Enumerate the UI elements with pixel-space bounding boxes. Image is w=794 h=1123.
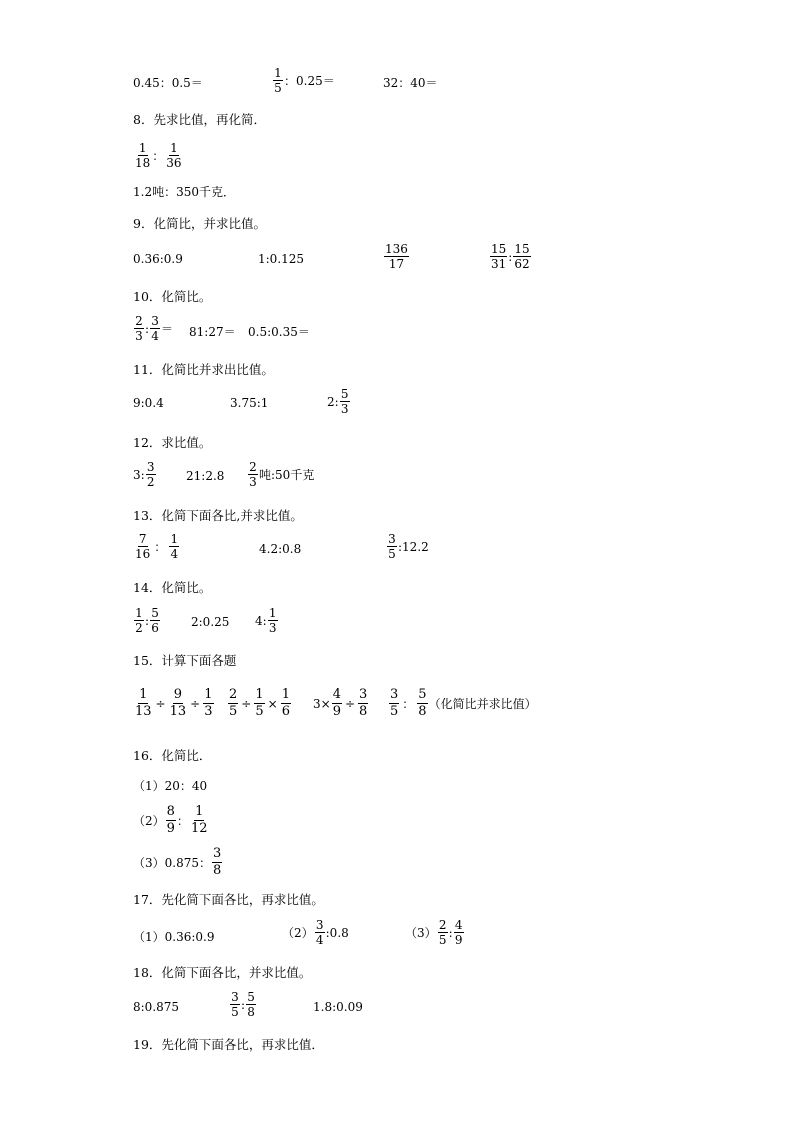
- question-15-expr-4: $\frac{3}{5}$ ： $\frac{5}{8}$ （化简比并求比值）: [390, 687, 537, 719]
- question-8-ratio: $\frac{1}{18}$ ： $\frac{1}{36}$: [135, 141, 182, 170]
- fraction: $\frac{1}{2}$: [135, 606, 143, 635]
- fraction: $\frac{2}{3}$: [249, 460, 257, 489]
- question-16-part-1: （1）20：40: [133, 779, 208, 793]
- question-17-title: 17．先化简下面各比，再求比值。: [133, 892, 324, 907]
- question-11-b: 3.75:1: [230, 396, 269, 410]
- question-12-title: 12．求比值。: [133, 435, 212, 450]
- question-19-title: 19．先化简下面各比，再求比值．: [133, 1037, 324, 1052]
- fraction: $\frac{1}{4}$: [170, 532, 179, 561]
- fraction: $\frac{3}{8}$: [213, 846, 222, 878]
- question-17-a: （1）0.36:0.9: [133, 930, 215, 944]
- fraction: $\frac{15}{31}$: [491, 242, 507, 271]
- fraction: $\frac{5}{8}$: [247, 990, 255, 1019]
- question-18-b: $\frac{3}{5}$ : $\frac{5}{8}$: [231, 990, 255, 1019]
- fraction: $\frac{3}{8}$: [359, 687, 368, 719]
- fraction: $\frac{8}{9}$: [166, 804, 175, 836]
- question-12-b: 21:2.8: [186, 469, 225, 483]
- question-11-c: 2: $\frac{5}{3}$: [327, 387, 349, 416]
- question-12-c: $\frac{2}{3}$ 吨:50千克: [249, 460, 315, 489]
- question-14-c: 4: $\frac{1}{3}$: [255, 606, 277, 635]
- question-12-a: 3: $\frac{3}{2}$: [133, 460, 155, 489]
- fraction: $\frac{136}{17}$: [385, 242, 408, 271]
- fraction: $\frac{3}{5}$: [231, 990, 239, 1019]
- question-9-c: [383, 242, 410, 271]
- fraction: $\frac{4}{9}$: [454, 918, 463, 947]
- fraction: $\frac{1}{5}$: [255, 687, 264, 719]
- question-10-title: 10．化简比。: [133, 289, 212, 304]
- question-8-title: 8．先求比值，再化简．: [133, 112, 266, 127]
- fraction: $\frac{15}{62}$: [514, 242, 530, 271]
- fraction: $\frac{5}{6}$: [151, 606, 159, 635]
- question-17-b: （2） $\frac{3}{4}$ :0.8: [282, 918, 349, 947]
- question-16-part-2: （2） $\frac{8}{9}$ ： $\frac{1}{12}$: [133, 804, 208, 836]
- fraction: $\frac{1}{3}$: [268, 606, 277, 635]
- question-10-b: 81:27＝: [189, 325, 236, 339]
- question-14-a: $\frac{1}{2}$ : $\frac{5}{6}$: [135, 606, 159, 635]
- fraction: $\frac{5}{3}$: [340, 387, 349, 416]
- question-9-a: 0.36:0.9: [133, 252, 183, 266]
- question-9-d: $\frac{15}{31}$ : $\frac{15}{62}$: [491, 242, 530, 271]
- fraction: $\frac{2}{5}$: [229, 687, 238, 719]
- question-15-expr-1: $\frac{1}{13}$ ÷ $\frac{9}{13}$ ÷ $\frac{1}{3}$: [135, 687, 213, 719]
- fraction: $\frac{4}{9}$: [332, 687, 341, 719]
- ratio-c: 32：40＝: [383, 76, 438, 90]
- fraction: $\frac{1}{12}$: [190, 804, 208, 836]
- question-8-line2: 1.2吨：350千克．: [133, 185, 235, 199]
- fraction: $\frac{1}{36}$: [166, 141, 182, 170]
- question-14-title: 14．化简比。: [133, 580, 212, 595]
- fraction: $\frac{3}{5}$: [388, 532, 396, 561]
- question-16-part-3: （3）0.875： $\frac{3}{8}$: [133, 846, 222, 878]
- question-9-b: 1:0.125: [258, 252, 305, 266]
- question-13-a: $\frac{7}{16}$ ： $\frac{1}{4}$: [135, 532, 179, 561]
- question-18-title: 18．化简下面各比，并求比值。: [133, 965, 312, 980]
- ratio-a: 0.45：0.5＝: [133, 76, 203, 90]
- question-13-title: 13．化简下面各比,并求比值。: [133, 508, 303, 523]
- fraction: $\frac{3}{4}$: [151, 314, 159, 343]
- question-10-a: $\frac{2}{3}$ : $\frac{3}{4}$ ＝: [135, 314, 174, 343]
- question-11-a: 9:0.4: [133, 396, 164, 410]
- ratio-b: $\frac{1}{5}$ ：0.25＝: [274, 66, 335, 95]
- fraction: $\frac{3}{5}$: [390, 687, 399, 719]
- question-15-title: 15．计算下面各题: [133, 653, 237, 668]
- question-15-expr-2: $\frac{2}{5}$ ÷ $\frac{1}{5}$ × $\frac{1}{6}$: [229, 687, 290, 719]
- question-11-title: 11．化简比并求出比值。: [133, 362, 274, 377]
- question-9-title: 9．化简比，并求比值。: [133, 216, 266, 231]
- fraction: $\frac{1}{5}$: [274, 66, 282, 95]
- question-13-c: $\frac{3}{5}$ :12.2: [388, 532, 429, 561]
- question-16-title: 16．化简比．: [133, 748, 212, 763]
- fraction: $\frac{2}{3}$: [135, 314, 143, 343]
- fraction: $\frac{2}{5}$: [438, 918, 447, 947]
- fraction: $\frac{1}{3}$: [204, 687, 213, 719]
- fraction: $\frac{9}{13}$: [169, 687, 187, 719]
- question-18-c: 1.8:0.09: [313, 1000, 363, 1014]
- fraction: $\frac{7}{16}$: [135, 532, 151, 561]
- fraction: $\frac{3}{2}$: [146, 460, 155, 489]
- question-13-b: 4.2:0.8: [259, 542, 302, 556]
- fraction: $\frac{1}{18}$: [135, 141, 151, 170]
- question-17-c: （3） $\frac{2}{5}$ : $\frac{4}{9}$: [405, 918, 463, 947]
- fraction: $\frac{1}{13}$: [135, 687, 152, 719]
- fraction: $\frac{3}{4}$: [315, 918, 324, 947]
- fraction: $\frac{1}{6}$: [281, 687, 290, 719]
- question-15-expr-3: 3× $\frac{4}{9}$ ÷ $\frac{3}{8}$: [313, 687, 368, 719]
- question-14-b: 2:0.25: [191, 615, 230, 629]
- question-18-a: 8:0.875: [133, 1000, 180, 1014]
- question-10-c: 0.5:0.35＝: [248, 325, 310, 339]
- fraction: $\frac{5}{8}$: [418, 687, 427, 719]
